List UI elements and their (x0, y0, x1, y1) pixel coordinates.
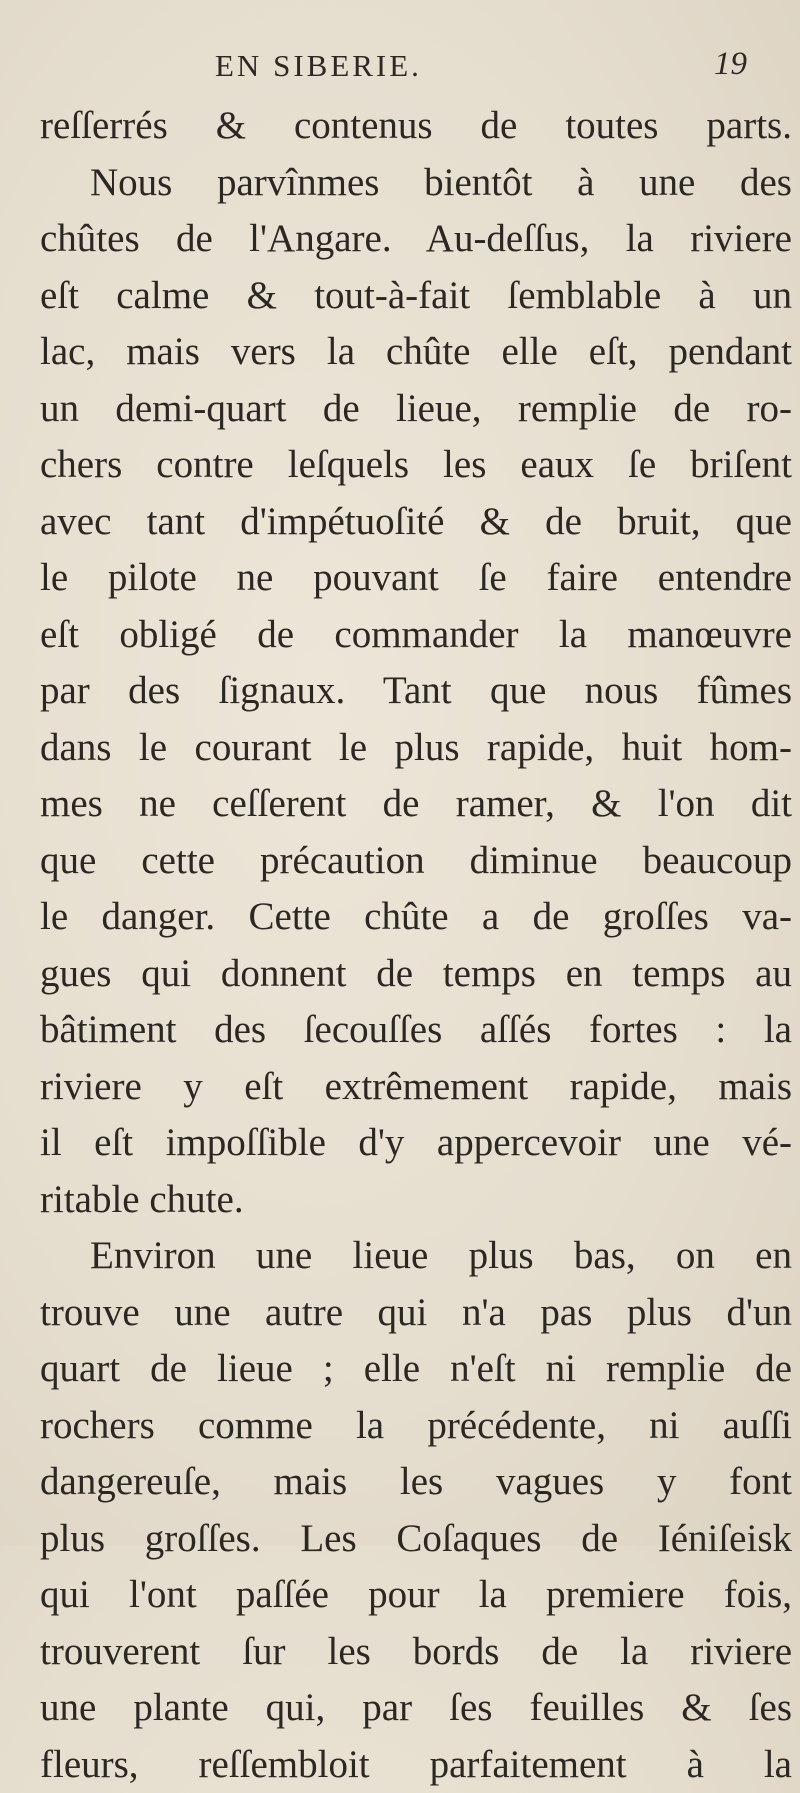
text-line: quart de lieue ; elle n'eſt ni remplie de (40, 1341, 792, 1398)
text-line: qui l'ont paſſée pour la premiere fois, (40, 1567, 792, 1624)
text-line: dans le courant le plus rapide, huit hom- (40, 720, 792, 777)
text-line: Environ une lieue plus bas, on en (40, 1228, 792, 1285)
text-line: trouve une autre qui n'a pas plus d'un (40, 1285, 792, 1342)
text-line: ritable chute. (40, 1172, 792, 1229)
page-number: 19 (714, 46, 747, 83)
text-line: plus groſſes. Les Coſaques de Iéniſeisk (40, 1511, 792, 1568)
text-line: Nous parvînmes bientôt à une des (40, 155, 792, 212)
text-line: lac, mais vers la chûte elle eſt, pendant (40, 324, 792, 381)
text-line: eſt obligé de commander la manœuvre (40, 607, 792, 664)
text-line: trouverent ſur les bords de la riviere (40, 1624, 792, 1681)
text-line: avec tant d'impétuoſité & de bruit, que (40, 494, 792, 551)
text-line: reſſerrés & contenus de toutes parts. (40, 98, 792, 155)
text-line: mes ne ceſſerent de ramer, & l'on dit (40, 776, 792, 833)
text-line: rochers comme la précédente, ni auſſi (40, 1398, 792, 1455)
text-line: que cette précaution diminue beaucoup (40, 833, 792, 890)
body-text (40, 98, 792, 1793)
text-line: un demi-quart de lieue, remplie de ro- (40, 381, 792, 438)
running-head (0, 34, 800, 84)
text-line: chûtes de l'Angare. Au-deſſus, la riviere (40, 211, 792, 268)
text-line: gues qui donnent de temps en temps au (40, 946, 792, 1003)
text-line: le danger. Cette chûte a de groſſes va- (40, 889, 792, 946)
running-head-title: EN SIBERIE. (215, 48, 422, 84)
text-line: il eſt impoſſible d'y appercevoir une vé- (40, 1115, 792, 1172)
text-line: fleurs, reſſembloit parfaitement à la (40, 1737, 792, 1793)
text-line: dangereuſe, mais les vagues y font (40, 1454, 792, 1511)
text-line: une plante qui, par ſes feuilles & ſes (40, 1680, 792, 1737)
text-line: le pilote ne pouvant ſe faire entendre (40, 550, 792, 607)
text-line: bâtiment des ſecouſſes aſſés fortes : la (40, 1002, 792, 1059)
text-line: eſt calme & tout-à-fait ſemblable à un (40, 268, 792, 325)
text-line: par des ſignaux. Tant que nous fûmes (40, 663, 792, 720)
text-line: riviere y eſt extrêmement rapide, mais (40, 1059, 792, 1116)
text-line: chers contre leſquels les eaux ſe briſent (40, 437, 792, 494)
